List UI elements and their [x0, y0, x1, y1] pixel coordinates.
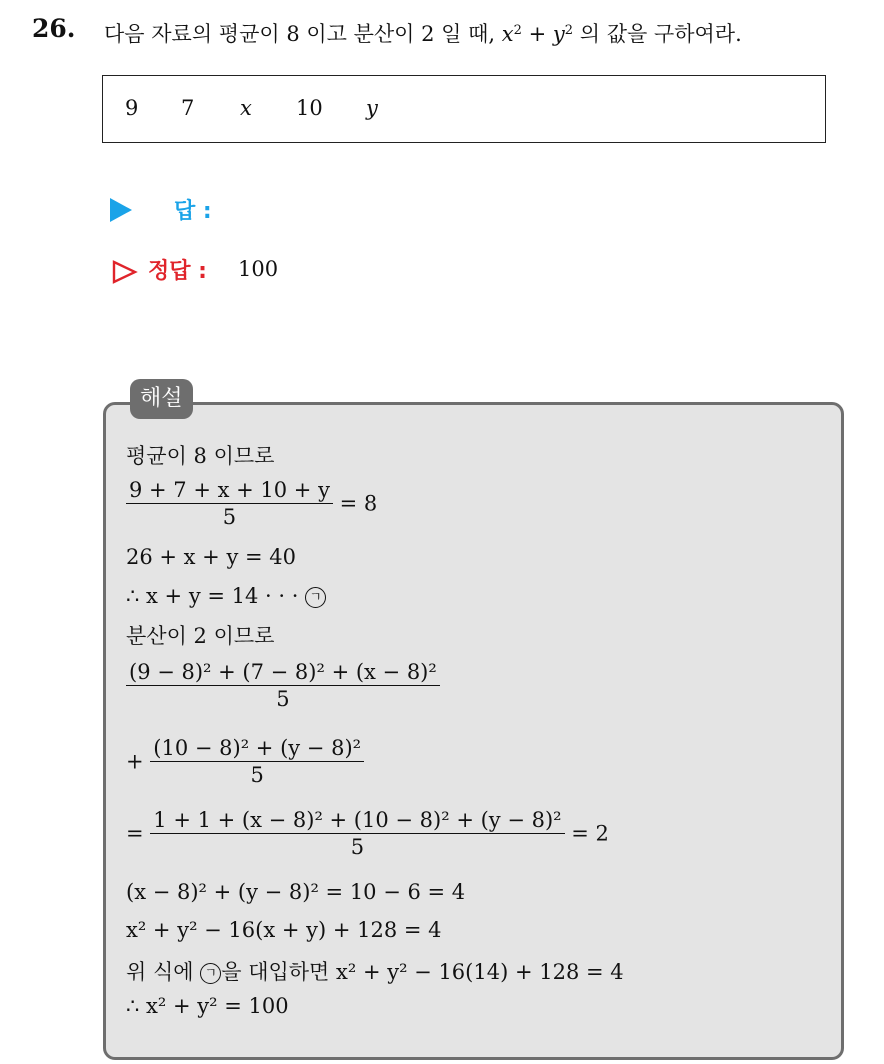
data-value: 7 [181, 96, 195, 120]
therefore-expr: ∴ x + y = 14 · · · [126, 584, 299, 608]
expr-y: y [552, 22, 565, 46]
solution-fraction-variance-1 [126, 660, 440, 713]
solution-line-variance: 분산이 2 이므로 [126, 624, 275, 648]
question-text [104, 18, 742, 48]
play-triangle-icon [110, 198, 132, 222]
correct-answer-value: 100 [238, 257, 279, 281]
fraction-prefix: + [126, 749, 144, 774]
fraction-numerator: (9 − 8)² + (7 − 8)² + (x − 8)² [126, 660, 440, 686]
solution-line-expand: x² + y² − 16(x + y) + 128 = 4 [126, 918, 442, 942]
outline-triangle-icon [112, 260, 138, 284]
data-value: 9 [125, 96, 139, 120]
fraction-rhs: = 8 [339, 491, 378, 516]
data-value: 10 [296, 96, 323, 120]
fraction-denominator: 5 [250, 763, 264, 788]
correct-answer-label: 정답 : [148, 259, 207, 284]
fraction-prefix: = [126, 821, 144, 846]
data-box [102, 75, 826, 143]
solution-fraction-variance-3 [126, 808, 609, 861]
question-number: 26. [32, 14, 76, 43]
fraction [150, 808, 564, 861]
expr-exp-x: 2 [513, 22, 522, 38]
question-text-after: 의 값을 구하여라. [579, 22, 742, 46]
solution-fraction-variance-2 [126, 736, 364, 789]
solution-tag: 해설 [130, 379, 193, 419]
fraction-rhs: = 2 [571, 821, 609, 846]
solution-line-therefore [126, 584, 326, 608]
circled-label-icon: ㄱ [200, 963, 221, 984]
fraction [126, 660, 440, 713]
substitute-prefix: 위 식에 [126, 960, 194, 984]
solution-line-mean: 평균이 8 이므로 [126, 444, 275, 468]
fraction [150, 736, 364, 789]
solution-line-result: ∴ x² + y² = 100 [126, 994, 289, 1018]
fraction-numerator: 1 + 1 + (x − 8)² + (10 − 8)² + (y − 8)² [150, 808, 564, 834]
fraction-denominator: 5 [350, 835, 365, 860]
fraction-denominator: 5 [222, 505, 237, 530]
solution-fraction-mean [126, 478, 377, 531]
substitute-rest: 을 대입하면 x² + y² − 16(14) + 128 = 4 [221, 960, 624, 984]
circled-label-icon: ㄱ [305, 587, 326, 608]
fraction-numerator: 9 + 7 + x + 10 + y [126, 478, 333, 504]
expr-x: x [501, 22, 514, 46]
solution-line-sum: 26 + x + y = 40 [126, 545, 296, 569]
fraction-denominator: 5 [276, 687, 290, 712]
fraction [126, 478, 333, 531]
answer-label: 답 : [174, 199, 212, 224]
expr-plus: + [528, 22, 547, 46]
solution-line-substitute [126, 956, 624, 986]
question-text-before: 다음 자료의 평균이 8 이고 분산이 2 일 때, [104, 22, 496, 46]
fraction-numerator: (10 − 8)² + (y − 8)² [150, 736, 364, 762]
data-value: y [366, 96, 378, 120]
solution-line-squares: (x − 8)² + (y − 8)² = 10 − 6 = 4 [126, 880, 466, 904]
expr-exp-y: 2 [564, 22, 574, 38]
data-value: x [240, 96, 252, 120]
